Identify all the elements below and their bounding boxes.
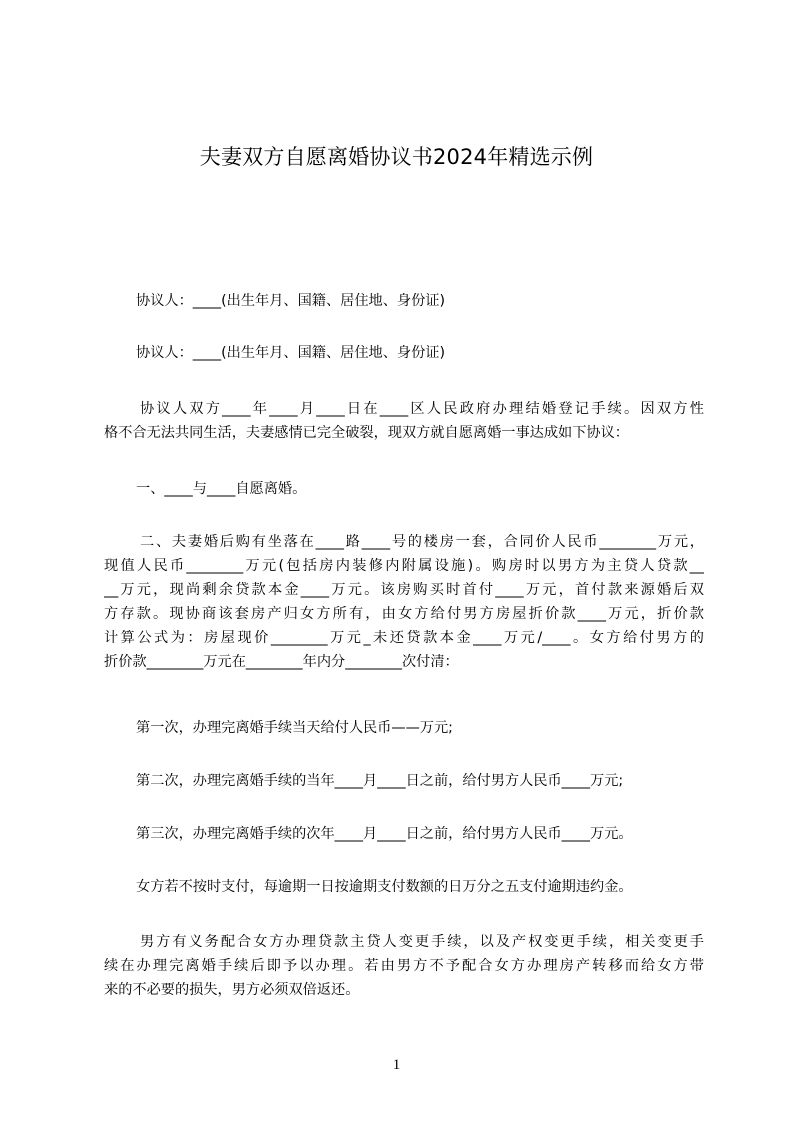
document-title: 夫妻双方自愿离婚协议书2024年精选示例 xyxy=(199,145,594,169)
payment-1: 第一次，办理完离婚手续当天给付人民币——万元; xyxy=(136,720,453,736)
clause-2-line: 折价款________万元在________年内分________次付清： xyxy=(104,654,459,670)
intro-line: 格不合无法共同生活，夫妻感情已完全破裂，现双方就自愿离婚一事达成如下协议： xyxy=(104,425,629,441)
clause-2-paragraph xyxy=(104,530,704,674)
payment-3: 第三次，办理完离婚手续的次年____月____日之前，给付男方人民币____万元。 xyxy=(136,826,633,842)
obligation-line: 续在办理完离婚手续后即予以办理。若由男方不予配合女方办理房产转移而给女方带 xyxy=(104,958,704,974)
payment-2: 第二次，办理完离婚手续的当年____月____日之前，给付男方人民币____万元; xyxy=(136,773,624,789)
clause-2-line: 二、夫妻婚后购有坐落在____路____号的楼房一套，合同价人民币________万元， xyxy=(140,534,704,550)
clause-2-line: 计算公式为：房屋现价________万元_未还贷款本金____万元/____。女方给付男方的 xyxy=(104,630,704,646)
clause-2-line: 方存款。现协商该套房产归女方所有，由女方给付男方房屋折价款____万元，折价款 xyxy=(104,606,704,622)
clause-2-line: 现值人民币________万元(包括房内装修内附属设施)。购房时以男方为主贷人贷款__ xyxy=(104,558,704,574)
intro-paragraph xyxy=(104,397,704,445)
party-1-line: 协议人：____(出生年月、国籍、居住地、身份证) xyxy=(136,293,446,309)
page-number: 1 xyxy=(392,1057,401,1073)
intro-line: 协议人双方____年____月____日在____区人民政府办理结婚登记手续。因双方性 xyxy=(140,401,704,417)
clause-1: 一、____与____自愿离婚。 xyxy=(136,481,307,497)
obligation-paragraph xyxy=(104,930,704,1002)
obligation-line: 来的不必要的损失，男方必须双倍返还。 xyxy=(104,982,360,998)
clause-2-line: __万元，现尚剩余贷款本金____万元。该房购买时首付____万元，首付款来源婚后双 xyxy=(104,582,704,598)
penalty-clause: 女方若不按时支付，每逾期一日按逾期支付数额的日万分之五支付逾期违约金。 xyxy=(136,879,633,895)
party-2-line: 协议人：____(出生年月、国籍、居住地、身份证) xyxy=(136,345,446,361)
obligation-line: 男方有义务配合女方办理贷款主贷人变更手续，以及产权变更手续，相关变更手 xyxy=(140,934,704,950)
